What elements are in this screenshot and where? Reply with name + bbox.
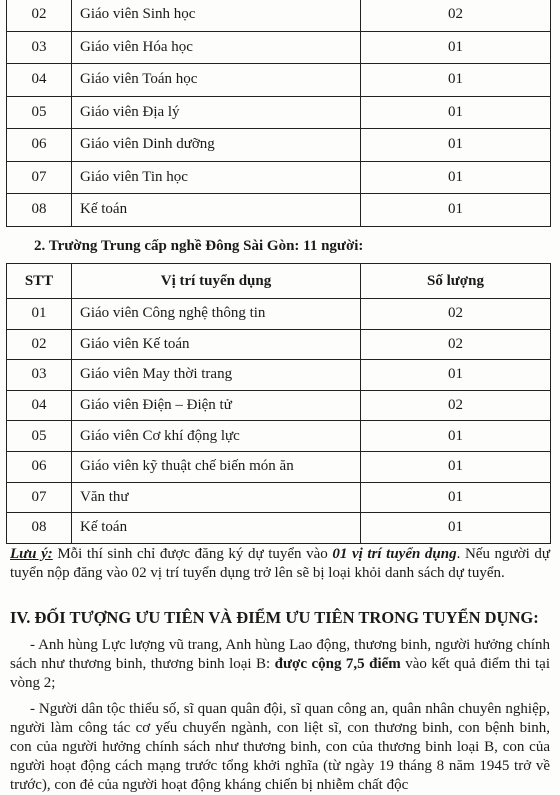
cell-stt: 04 [7,390,72,421]
cell-stt: 05 [7,96,72,129]
cell-stt: 08 [7,194,72,227]
para1-bold: được cộng 7,5 điểm [274,656,401,672]
table-row [7,299,551,330]
cell-position: Giáo viên Công nghệ thông tin [72,299,361,330]
cell-stt: 08 [7,513,72,544]
note-text-after: . Nếu người dự tuyển nộp đăng vào 02 vị trí tuyển dụng trở lên sẽ bị loại khỏi danh sách dự tuyển. [10,546,550,581]
table-row [7,451,551,482]
table-row [7,129,551,162]
cell-quantity: 01 [361,31,551,64]
cell-stt: 03 [7,31,72,64]
cell-quantity: 01 [361,129,551,162]
table-row [7,0,551,31]
cell-position: Kế toán [72,194,361,227]
cell-stt: 07 [7,482,72,513]
cell-stt: 07 [7,161,72,194]
table-row [7,161,551,194]
cell-quantity: 02 [361,299,551,330]
table-row [7,329,551,360]
cell-quantity: 01 [361,421,551,452]
header-quantity: Số lượng [361,264,551,299]
note-label: Lưu ý: [10,546,53,562]
cell-quantity: 01 [361,194,551,227]
priority-paragraph-1 [10,636,550,693]
table-row [7,360,551,391]
cell-stt: 05 [7,421,72,452]
cell-stt: 01 [7,299,72,330]
cell-position: Giáo viên kỹ thuật chế biến món ăn [72,451,361,482]
table-row [7,421,551,452]
cell-position: Giáo viên Điện – Điện tử [72,390,361,421]
cell-stt: 02 [7,0,72,31]
cell-quantity: 01 [361,161,551,194]
para1-after: vào kết quả điểm thi tại vòng 2; [10,656,550,691]
cell-position: Văn thư [72,482,361,513]
cell-position: Kế toán [72,513,361,544]
cell-position: Giáo viên Kế toán [72,329,361,360]
para1-before: - Anh hùng Lực lượng vũ trang, Anh hùng Lao động, thương binh, người hưởng chính sách như thương binh, thương binh loại B: [10,637,550,672]
cell-stt: 02 [7,329,72,360]
cell-position: Giáo viên Toán học [72,64,361,97]
cell-quantity: 01 [361,451,551,482]
cell-position: Giáo viên Cơ khí động lực [72,421,361,452]
school-heading: 2. Trường Trung cấp nghề Đông Sài Gòn: 11 người: [34,238,364,254]
note-paragraph [10,545,550,583]
cell-quantity: 01 [361,360,551,391]
cell-quantity: 02 [361,329,551,360]
priority-paragraph-2: - Người dân tộc thiểu số, sĩ quan quân đội, sĩ quan công an, quân nhân chuyên nghiệp, người làm công tác cơ yếu chuyển ngành, con liệt sĩ, con thương binh, con bệnh binh, con của người hưởng chính sách như thương binh, con của thương binh loại B, con của người hoạt động cách mạng trước tổng khởi nghĩa (từ ngày 19 tháng 8 năm 1945 trở về trước), con đẻ của người hoạt động kháng chiến bị nhiễm chất độc [10,701,550,793]
header-stt: STT [7,264,72,299]
staff-table-2 [6,263,551,544]
cell-position: Giáo viên Hóa học [72,31,361,64]
cell-stt: 06 [7,129,72,162]
cell-quantity: 01 [361,482,551,513]
cell-quantity: 01 [361,64,551,97]
cell-position: Giáo viên May thời trang [72,360,361,391]
table-row [7,64,551,97]
cell-quantity: 02 [361,0,551,31]
table-header-row [7,264,551,299]
cell-position: Giáo viên Tin học [72,161,361,194]
table-row [7,390,551,421]
cell-quantity: 01 [361,96,551,129]
cell-quantity: 01 [361,513,551,544]
section-title: IV. ĐỐI TƯỢNG ƯU TIÊN VÀ ĐIỂM ƯU TIÊN TRONG TUYỂN DỤNG: [10,608,539,627]
cell-position: Giáo viên Dinh dưỡng [72,129,361,162]
table-row [7,482,551,513]
cell-quantity: 02 [361,390,551,421]
cell-stt: 06 [7,451,72,482]
cell-stt: 04 [7,64,72,97]
cell-position: Giáo viên Sinh học [72,0,361,31]
note-text-before: Mỗi thí sinh chỉ được đăng ký dự tuyển vào [52,546,333,562]
table-row [7,31,551,64]
table-row [7,513,551,544]
table-row [7,194,551,227]
note-emphasis: 01 vị trí tuyển dụng [332,546,457,562]
table-row [7,96,551,129]
staff-table-1 [6,0,551,227]
header-position: Vị trí tuyển dụng [72,264,361,299]
cell-position: Giáo viên Địa lý [72,96,361,129]
cell-stt: 03 [7,360,72,391]
